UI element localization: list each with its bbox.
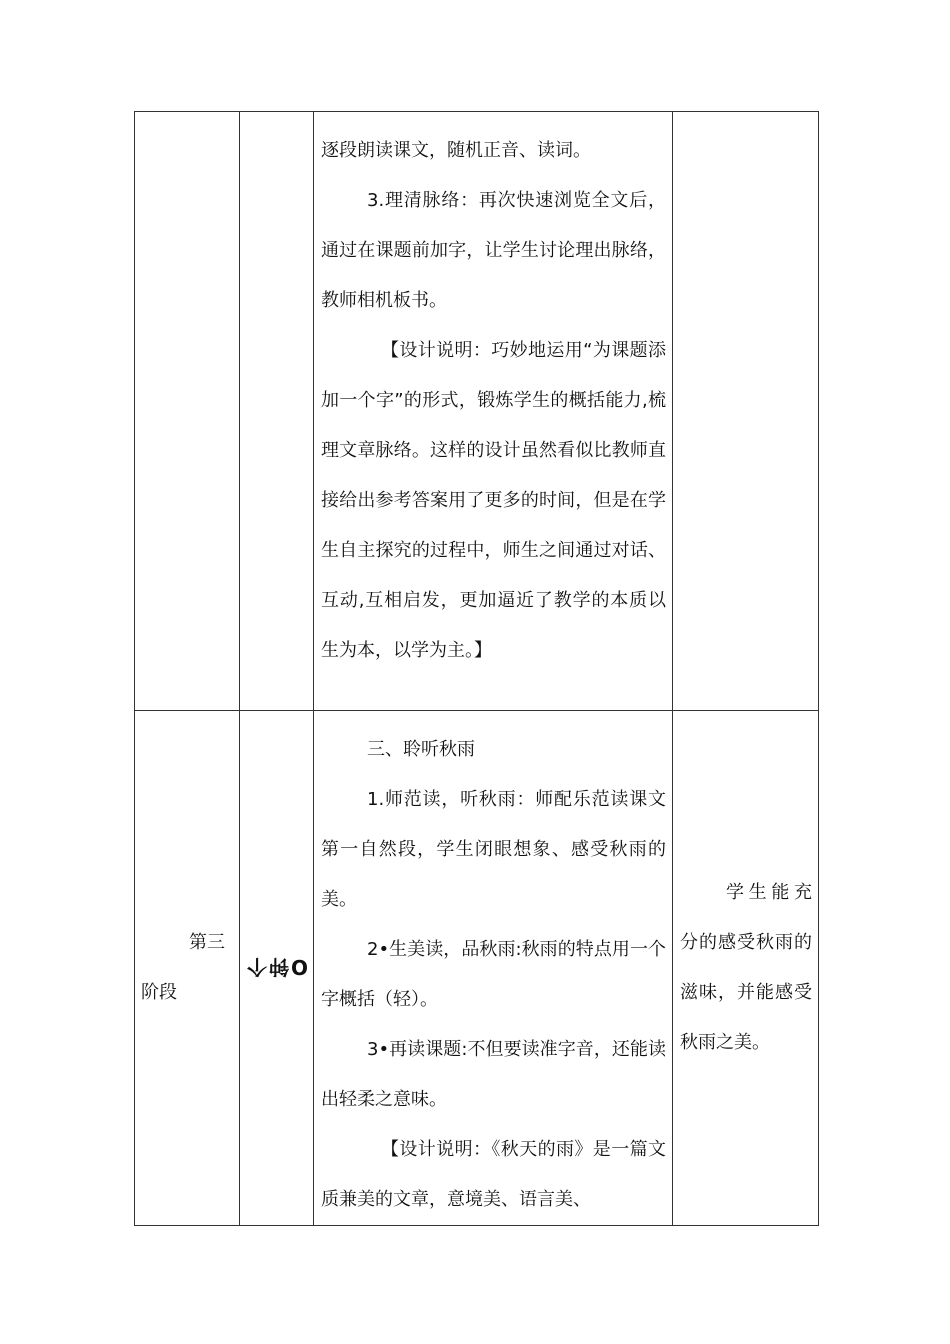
time-label: O钟个: [244, 954, 308, 979]
stage-cell: [135, 711, 240, 1226]
table-row: [135, 112, 819, 711]
goal-cell-empty: [673, 112, 819, 711]
design-note: 【设计说明：《秋天的雨》是一篇文质兼美的文章，意境美、语言美、: [321, 1139, 666, 1210]
activity-paragraph: 1.师范读，听秋雨：师配乐范读课文第一自然段，学生闭眼想象、感受秋雨的美。: [321, 789, 666, 910]
goal-cell: [673, 711, 819, 1226]
activity-cell: [314, 711, 673, 1226]
time-cell: [240, 711, 314, 1226]
stage-cell-empty: [135, 112, 240, 711]
stage-label: 第三: [189, 932, 225, 953]
goal-text: 学生能充分的感受秋雨的滋味，并能感受秋雨之美。: [680, 882, 812, 1053]
activity-paragraph: 2•生美读，品秋雨:秋雨的特点用一个字概括（轻）。: [321, 939, 666, 1010]
stage-label: 阶段: [141, 982, 177, 1003]
activity-paragraph: 3•再读课题:不但要读准字音，还能读出轻柔之意味。: [321, 1039, 666, 1110]
table-row: [135, 711, 819, 1226]
activity-paragraph: 逐段朗读课文，随机正音、读词。: [321, 140, 591, 161]
lesson-plan-table: [134, 111, 819, 1226]
activity-cell: [314, 112, 673, 711]
section-heading: 三、聆听秋雨: [367, 739, 475, 760]
activity-paragraph: 3.理清脉络：再次快速浏览全文后，通过在课题前加字，让学生讨论理出脉络，教师相机板书。: [321, 190, 666, 311]
time-cell-empty: [240, 112, 314, 711]
design-note: 【设计说明：巧妙地运用“为课题添加一个字”的形式，锻炼学生的概括能力,梳理文章脉络。这样的设计虽然看似比教师直接给出参考答案用了更多的时间，但是在学生自主探究的过程中，师生之间通过对话、互动,互相启发，更加逼近了教学的本质以生为本，以学为主。】: [321, 340, 666, 661]
